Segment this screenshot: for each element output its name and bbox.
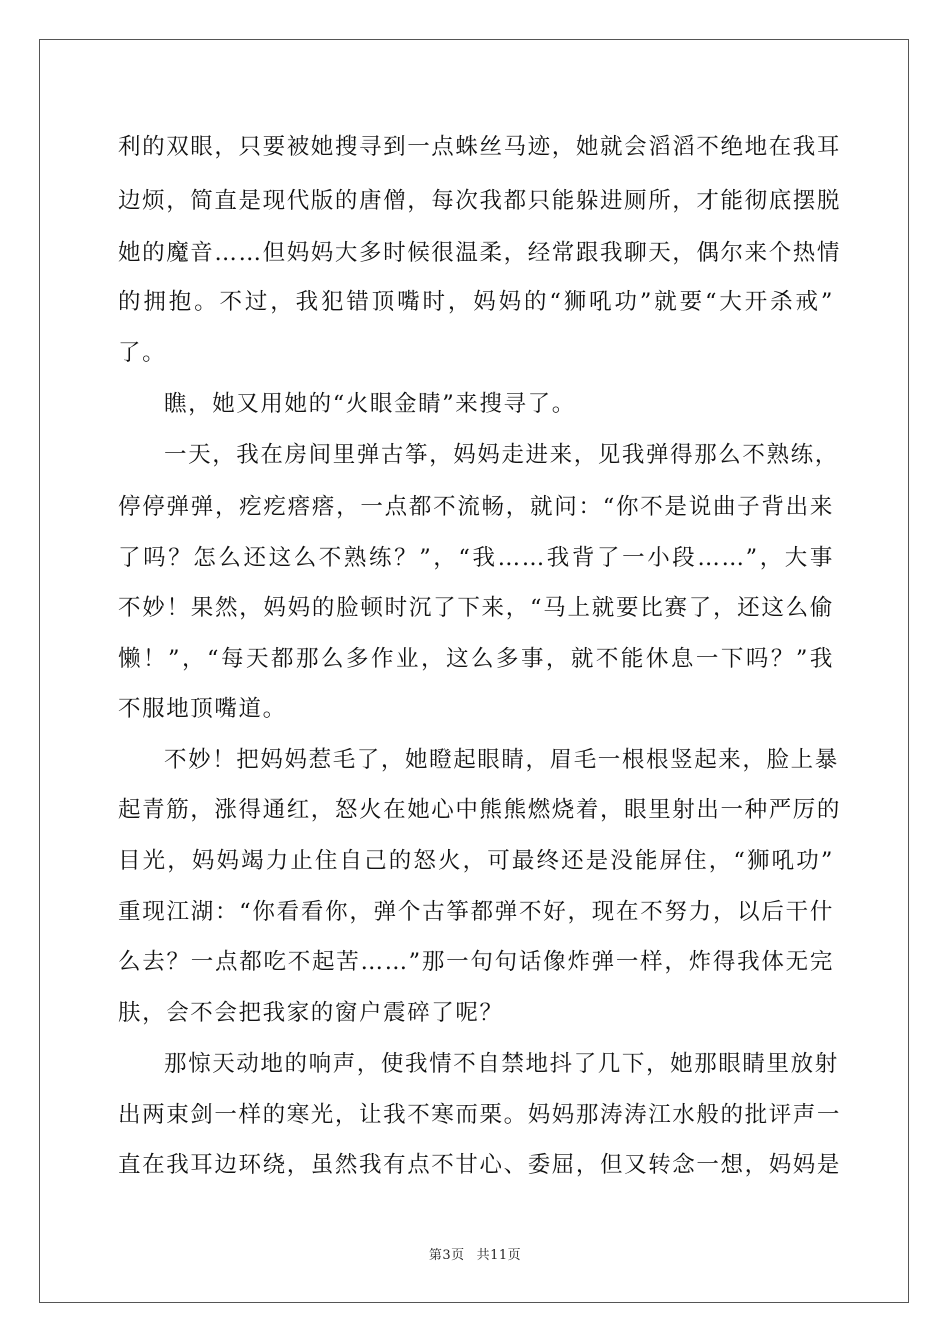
text-line: 懒！”，“每天都那么多作业，这么多事，就不能休息一下吗？”我 [118, 646, 834, 672]
text-line: 出两束剑一样的寒光，让我不寒而栗。妈妈那涛涛江水般的批评声一 [118, 1102, 842, 1128]
text-line: 瞧，她又用她的“火眼金睛”来搜寻了。 [164, 391, 576, 417]
text-line: 直在我耳边环绕，虽然我有点不甘心、委屈，但又转念一想，妈妈是 [118, 1152, 842, 1178]
text-line: 肤，会不会把我家的窗户震碎了呢？ [118, 1000, 504, 1026]
text-line: 不妙！把妈妈惹毛了，她瞪起眼睛，眉毛一根根竖起来，脸上暴 [164, 747, 839, 773]
text-line: 利的双眼，只要被她搜寻到一点蛛丝马迹，她就会滔滔不绝地在我耳 [118, 134, 842, 160]
text-line: 停停弹弹，疙疙瘩瘩，一点都不流畅，就问：“你不是说曲子背出来 [118, 494, 834, 520]
text-line: 目光，妈妈竭力止住自己的怒火，可最终还是没能屏住，“狮吼功” [118, 848, 834, 874]
text-line: 的拥抱。不过，我犯错顶嘴时，妈妈的“狮吼功”就要“大开杀戒” [118, 289, 834, 315]
page-number: 第3页 [428, 1248, 465, 1263]
text-line: 那惊天动地的响声，使我情不自禁地抖了几下，她那眼睛里放射 [164, 1051, 839, 1077]
text-line: 她的魔音……但妈妈大多时候很温柔，经常跟我聊天，偶尔来个热情 [118, 240, 842, 266]
text-line: 么去？一点都吃不起苦……”那一句句话像炸弹一样，炸得我体无完 [118, 949, 834, 975]
text-line: 不服地顶嘴道。 [118, 696, 287, 722]
text-line: 边烦，简直是现代版的唐僧，每次我都只能躲进厕所，才能彻底摆脱 [118, 188, 842, 214]
text-line: 了。 [118, 340, 167, 366]
text-line: 起青筋，涨得通红，怒火在她心中熊熊燃烧着，眼里射出一种严厉的 [118, 797, 842, 823]
text-line: 一天，我在房间里弹古筝，妈妈走进来，见我弹得那么不熟练， [164, 442, 839, 468]
text-line: 重现江湖：“你看看你，弹个古筝都弹不好，现在不努力，以后干什 [118, 899, 834, 925]
page-total: 共11页 [476, 1248, 522, 1263]
text-line: 了吗？怎么还这么不熟练？”，“我……我背了一小段……”，大事 [118, 545, 834, 571]
page-footer [0, 1247, 950, 1265]
text-line: 不妙！果然，妈妈的脸顿时沉了下来，“马上就要比赛了，还这么偷 [118, 595, 834, 621]
